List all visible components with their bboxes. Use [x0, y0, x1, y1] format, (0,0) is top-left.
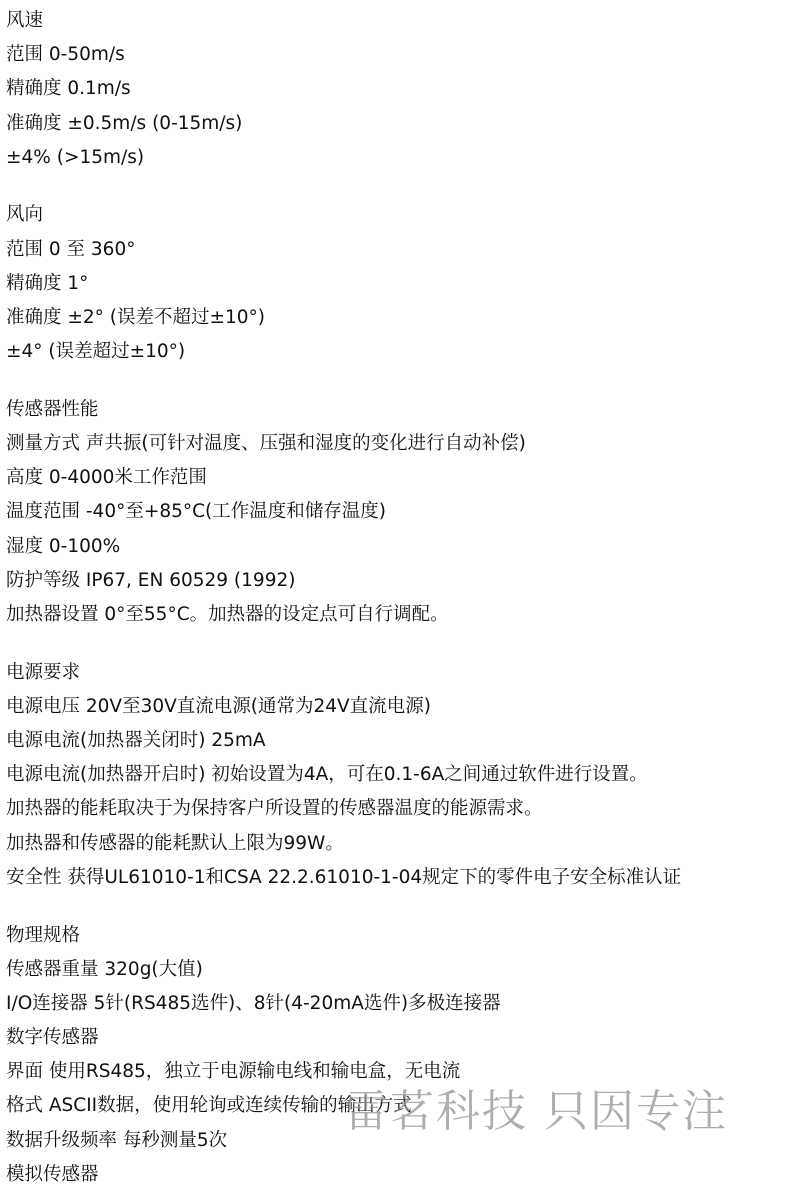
spec-line: 准确度 ±2° (误差不超过±10°) [6, 307, 266, 328]
section-heading: 传感器性能 [6, 398, 99, 420]
section-heading: 风速 [6, 10, 44, 31]
spec-line: 数字传感器 [6, 1027, 99, 1049]
spec-line: 加热器的能耗取决于为保持客户所设置的传感器温度的能源需求。 [6, 798, 543, 820]
spec-line: 传感器重量 320g(大值) [6, 958, 203, 980]
spec-line: 模拟传感器 [6, 1163, 99, 1185]
spec-line: 电源电流(加热器开启时) 初始设置为4A，可在0.1-6A之间通过软件进行设置。 [6, 764, 648, 786]
spec-line: 格式 ASCII数据，使用轮询或连续传输的输出方式 [6, 1095, 412, 1117]
section-power-requirements [0, 656, 800, 895]
section-wind-speed [0, 4, 800, 175]
spec-line: 数据升级频率 每秒测量5次 [6, 1129, 228, 1151]
spec-line: 范围 0 至 360° [6, 238, 136, 260]
spec-line: 加热器和传感器的能耗默认上限为99W。 [6, 832, 344, 854]
section-heading: 物理规格 [6, 924, 81, 946]
section-gap [0, 895, 800, 919]
section-wind-direction [0, 198, 800, 369]
spec-line: 测量方式 声共振(可针对温度、压强和湿度的变化进行自动补偿) [6, 433, 526, 455]
watermark-text: 雷茗科技 只因专注 [344, 1086, 728, 1137]
section-sensor-performance [0, 393, 800, 632]
spec-line: ±4° (误差超过±10°) [6, 341, 186, 363]
spec-line: 界面 使用RS485，独立于电源输电线和输电盒，无电流 [6, 1061, 461, 1083]
spec-line: 精确度 0.1m/s [6, 78, 131, 100]
spec-line: 准确度 ±0.5m/s (0-15m/s) [6, 112, 243, 134]
spec-line: 安全性 获得UL61010-1和CSA 22.2.61010-1-04规定下的零件电子安全标准认证 [6, 866, 682, 888]
spec-line: 湿度 0-100% [6, 535, 121, 557]
spec-line: 电源电流(加热器关闭时) 25mA [6, 730, 266, 752]
spec-line: ±4% (>15m/s) [6, 146, 145, 168]
section-gap [0, 369, 800, 393]
spec-line: 电源电压 20V至30V直流电源(通常为24V直流电源) [6, 695, 431, 717]
spec-line: I/O连接器 5针(RS485选件)、8针(4-20mA选件)多极连接器 [6, 992, 501, 1014]
spec-line: 高度 0-4000米工作范围 [6, 467, 207, 489]
spec-line: 范围 0-50m/s [6, 44, 125, 66]
spec-line: 防护等级 IP67, EN 60529 (1992) [6, 569, 296, 591]
section-heading: 电源要求 [6, 661, 81, 683]
section-gap [0, 632, 800, 656]
section-physical-specs [0, 919, 800, 1193]
spec-line: 精确度 1° [6, 272, 89, 294]
section-gap [0, 175, 800, 199]
spec-line: 加热器设置 0°至55°C。加热器的设定点可自行调配。 [6, 604, 449, 625]
spec-line: 温度范围 -40°至+85°C(工作温度和储存温度) [6, 501, 386, 523]
section-heading: 风向 [6, 204, 44, 226]
